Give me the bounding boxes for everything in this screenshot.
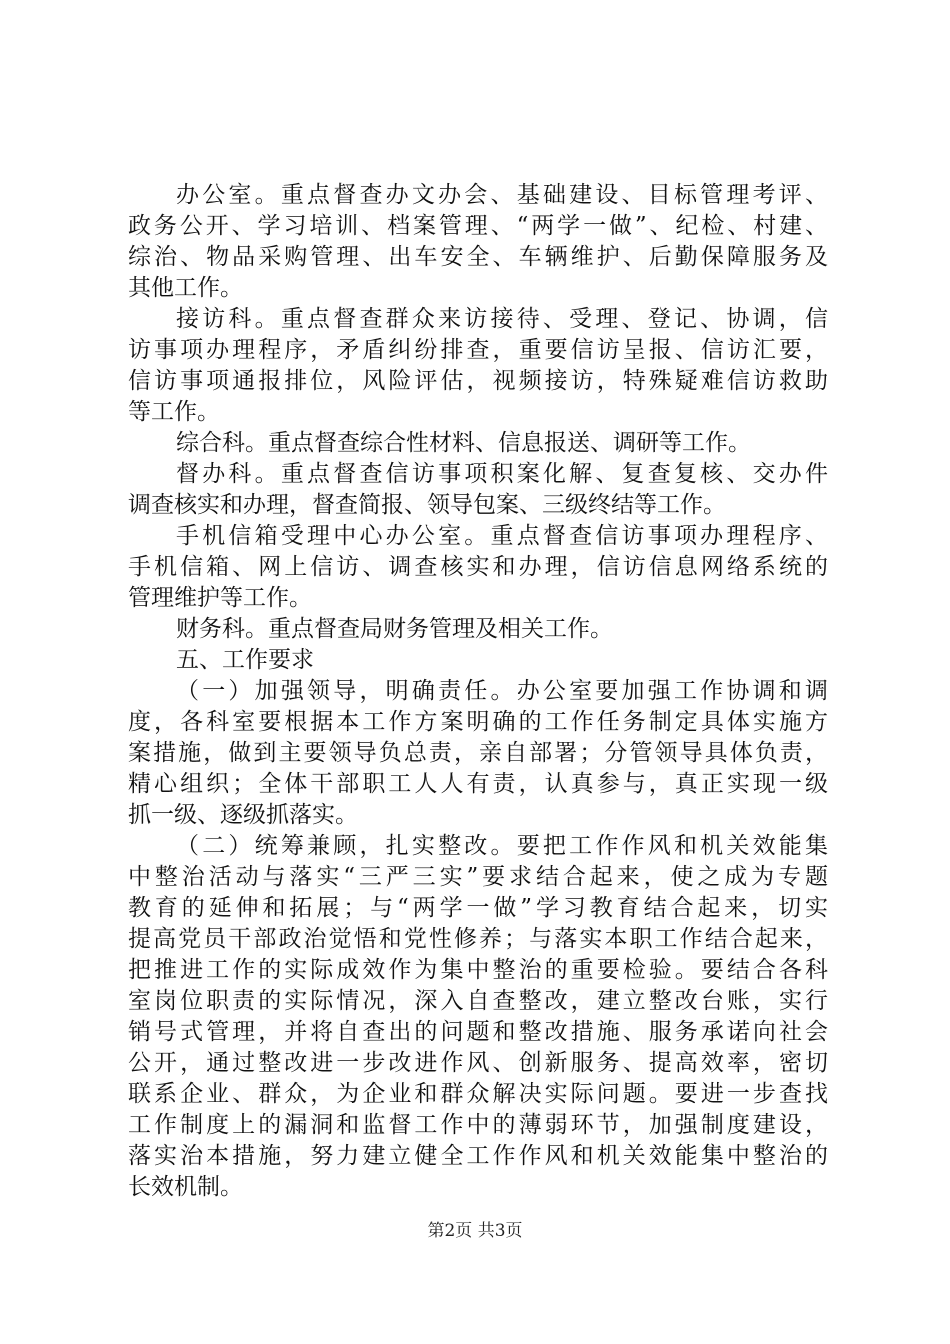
text-line: 室岗位职责的实际情况，深入自查整改，建立整改台账，实行 bbox=[128, 988, 828, 1014]
text-line: 手机信箱、网上信访、调查核实和办理，信访信息网络系统的 bbox=[128, 554, 828, 580]
text-line: 等工作。 bbox=[128, 399, 220, 425]
text-line: 综治、物品采购管理、出车安全、车辆维护、后勤保障服务及 bbox=[128, 244, 828, 270]
text-line: 接访科。重点督查群众来访接待、受理、登记、协调，信 bbox=[176, 306, 828, 332]
para-finance bbox=[128, 614, 828, 645]
text-line: 案措施，做到主要领导负总责，亲自部署；分管领导具体负责， bbox=[128, 740, 828, 766]
para-requirement-2 bbox=[128, 831, 828, 1203]
text-line: 手机信箱受理中心办公室。重点督查信访事项办理程序、 bbox=[176, 523, 828, 549]
text-line: 财务科。重点督查局财务管理及相关工作。 bbox=[176, 616, 613, 642]
text-line: 联系企业、群众，为企业和群众解决实际问题。要进一步查找 bbox=[128, 1081, 828, 1107]
text-line: 抓一级、逐级抓落实。 bbox=[128, 802, 358, 828]
text-line: 提高党员干部政治觉悟和党性修养；与落实本职工作结合起来， bbox=[128, 926, 828, 952]
text-line: 调查核实和办理，督查简报、领导包案、三级终结等工作。 bbox=[128, 492, 726, 518]
text-line: 管理维护等工作。 bbox=[128, 585, 312, 611]
para-supervision bbox=[128, 459, 828, 521]
text-line: 办公室。重点督查办文办会、基础建设、目标管理考评、 bbox=[176, 182, 828, 208]
text-line: 中整治活动与落实“三严三实”要求结合起来，使之成为专题 bbox=[128, 864, 828, 890]
text-line: 公开，通过整改进一步改进作风、创新服务、提高效率，密切 bbox=[128, 1050, 828, 1076]
document-body bbox=[128, 180, 828, 1203]
heading-requirements bbox=[128, 645, 828, 676]
text-line: （二）统筹兼顾，扎实整改。要把工作作风和机关效能集 bbox=[176, 833, 828, 859]
text-line: 工作制度上的漏洞和监督工作中的薄弱环节，加强制度建设， bbox=[128, 1112, 828, 1138]
para-office bbox=[128, 180, 828, 304]
text-line: 督办科。重点督查信访事项积案化解、复查复核、交办件 bbox=[176, 461, 828, 487]
text-line: 精心组织；全体干部职工人人有责，认真参与，真正实现一级 bbox=[128, 771, 828, 797]
text-line: 信访事项通报排位，风险评估，视频接访，特殊疑难信访救助 bbox=[128, 368, 828, 394]
text-line: 落实治本措施，努力建立健全工作作风和机关效能集中整治的 bbox=[128, 1143, 828, 1169]
text-line: 销号式管理，并将自查出的问题和整改措施、服务承诺向社会 bbox=[128, 1019, 828, 1045]
text-line: 其他工作。 bbox=[128, 275, 243, 301]
text-line: 把推进工作的实际成效作为集中整治的重要检验。要结合各科 bbox=[128, 957, 828, 983]
text-line: 五、工作要求 bbox=[176, 647, 314, 673]
text-line: （一）加强领导，明确责任。办公室要加强工作协调和调 bbox=[176, 678, 828, 704]
para-requirement-1 bbox=[128, 676, 828, 831]
text-line: 政务公开、学习培训、档案管理、“两学一做”、纪检、村建、 bbox=[128, 213, 828, 239]
text-line: 度，各科室要根据本工作方案明确的工作任务制定具体实施方 bbox=[128, 709, 828, 735]
para-mobile-mailbox bbox=[128, 521, 828, 614]
para-general bbox=[128, 428, 828, 459]
text-line: 教育的延伸和拓展；与“两学一做”学习教育结合起来，切实 bbox=[128, 895, 828, 921]
text-line: 访事项办理程序，矛盾纠纷排查，重要信访呈报、信访汇要， bbox=[128, 337, 828, 363]
text-line: 长效机制。 bbox=[128, 1174, 243, 1200]
text-line: 综合科。重点督查综合性材料、信息报送、调研等工作。 bbox=[176, 430, 751, 456]
page-footer: 第2页 共3页 bbox=[427, 1221, 523, 1241]
para-reception bbox=[128, 304, 828, 428]
